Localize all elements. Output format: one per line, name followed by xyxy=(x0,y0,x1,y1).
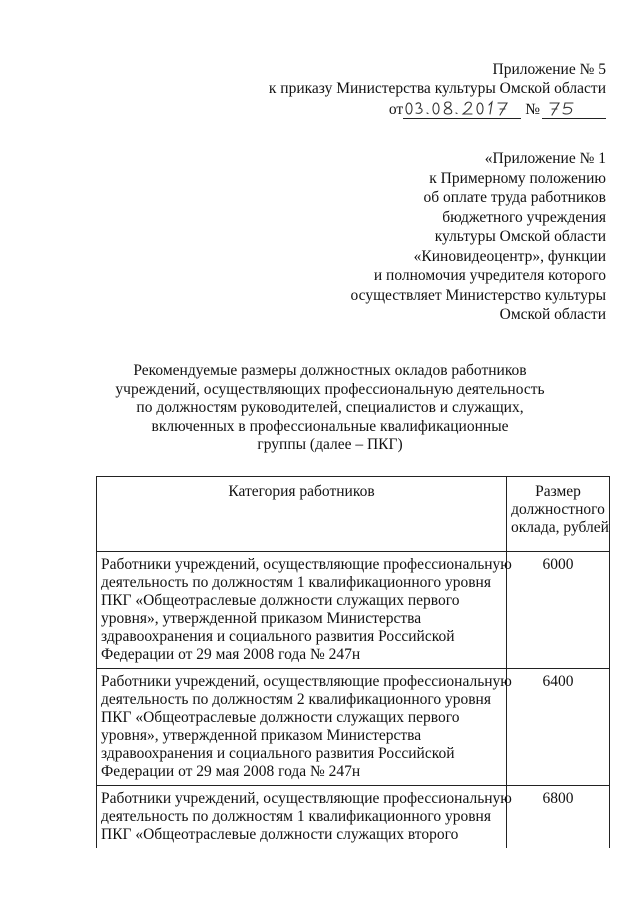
quote-line: осуществляет Министерство культуры xyxy=(350,286,606,304)
row-salary-value: 6800 xyxy=(507,786,610,849)
document-title xyxy=(100,362,560,455)
quote-line: Омской области xyxy=(499,306,606,323)
row-salary-value: 6000 xyxy=(507,552,610,669)
quote-line: «Приложение № 1 xyxy=(484,150,606,167)
handwritten-order-number xyxy=(542,98,606,119)
header-salary-size: Размер должностного оклада, рублей xyxy=(507,477,610,552)
appendix-header xyxy=(186,60,606,119)
quote-line: «Киновидеоцентр», функции xyxy=(413,247,606,265)
table-row xyxy=(97,786,610,849)
title-line: учреждений, осуществляющих профессиональную деятельность xyxy=(115,380,545,398)
quote-line: культуры Омской области xyxy=(434,228,606,245)
title-line: включенных в профессиональные квалификационные xyxy=(151,417,509,435)
row-salary-value: 6400 xyxy=(507,669,610,786)
from-label: от xyxy=(388,101,404,118)
table-row xyxy=(97,552,610,669)
title-line: группы (далее – ПКГ) xyxy=(257,436,403,453)
quote-line: об оплате труда работников xyxy=(423,189,606,206)
salary-table xyxy=(96,476,610,848)
table-row xyxy=(97,669,610,786)
table-header-row xyxy=(97,477,610,552)
header-category: Категория работников xyxy=(97,477,507,552)
row-category: Работники учреждений, осуществляющие профессиональную деятельность по должностям 2 квалификационного уровня ПКГ «Общеотраслевые должности служащих первого уровня», утвержденной приказом Министерства здравоохранения и социального развития Российской Федерации от 29 мая 2008 года № 247н xyxy=(97,669,507,786)
quote-line: и полномочия учредителя которого xyxy=(373,267,606,284)
handwritten-date xyxy=(403,98,521,119)
row-category: Работники учреждений, осуществляющие профессиональную деятельность по должностям 1 квалификационного уровня ПКГ «Общеотраслевые должности служащих второго xyxy=(97,786,507,849)
quote-line: к Примерному положению xyxy=(429,169,606,187)
appendix-title: Приложение № 5 xyxy=(492,61,606,78)
row-category: Работники учреждений, осуществляющие профессиональную деятельность по должностям 1 квалификационного уровня ПКГ «Общеотраслевые должности служащих первого уровня», утвержденной приказом Министерства здравоохранения и социального развития Российской Федерации от 29 мая 2008 года № 247н xyxy=(97,552,507,669)
quoted-appendix-reference xyxy=(186,149,606,325)
order-date-number-line xyxy=(389,98,606,119)
number-label: № xyxy=(525,101,540,118)
title-line: по должностям руководителей, специалистов и служащих, xyxy=(136,399,524,416)
appendix-order-reference: к приказу Министерства культуры Омской области xyxy=(268,80,606,97)
quote-line: бюджетного учреждения xyxy=(442,208,606,226)
title-line: Рекомендуемые размеры должностных окладов работников xyxy=(133,362,527,379)
